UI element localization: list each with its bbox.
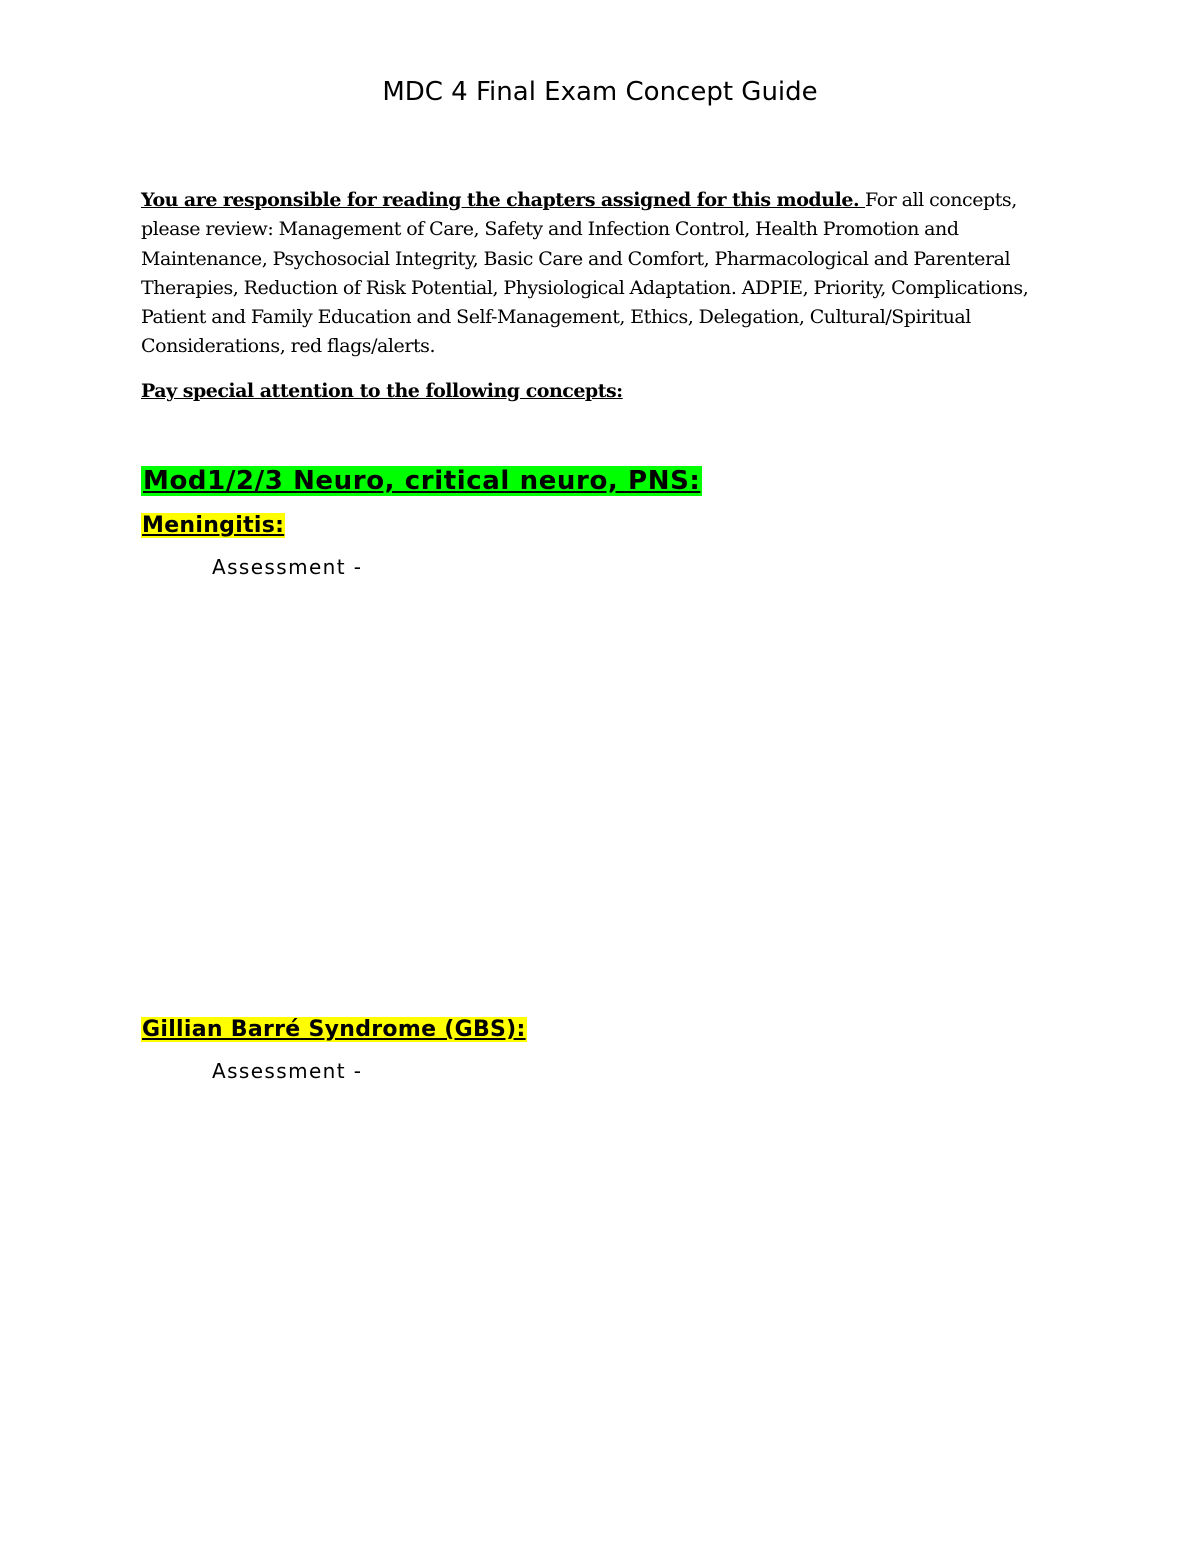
topic-heading-text: Meningitis: (142, 513, 285, 538)
document-title: MDC 4 Final Exam Concept Guide (382, 77, 818, 107)
intro-lead-sentence: You are responsible for reading the chapters assigned for this module. (141, 189, 866, 211)
module-heading (141, 463, 702, 499)
topic-heading-meningitis (141, 511, 285, 541)
attention-note: Pay special attention to the following concepts: (141, 380, 623, 402)
intro-paragraph (141, 186, 1056, 362)
module-heading-text: Mod1/2/3 Neuro, critical neuro, PNS: (143, 466, 701, 496)
intro-body-text: For all concepts, please review: Management of Care, Safety and Infection Control, Health Promotion and Maintenance, Psychosocial Integrity, Basic Care and Comfort, Pharmacological and Parenteral Therapies, Reduction of Risk Potential, Physiological Adaptation. ADPIE, Priority, Complications, Patient and Family Education and Self-Management, Ethics, Delegation, Cultural/Spiritual Considerations, red flags/alerts. (141, 189, 1029, 358)
assessment-label-meningitis: Assessment - (212, 555, 363, 579)
assessment-label-gbs: Assessment - (212, 1059, 363, 1083)
topic-heading-gbs (141, 1015, 527, 1045)
topic-heading-text: Gillian Barré Syndrome (GBS): (142, 1017, 526, 1042)
